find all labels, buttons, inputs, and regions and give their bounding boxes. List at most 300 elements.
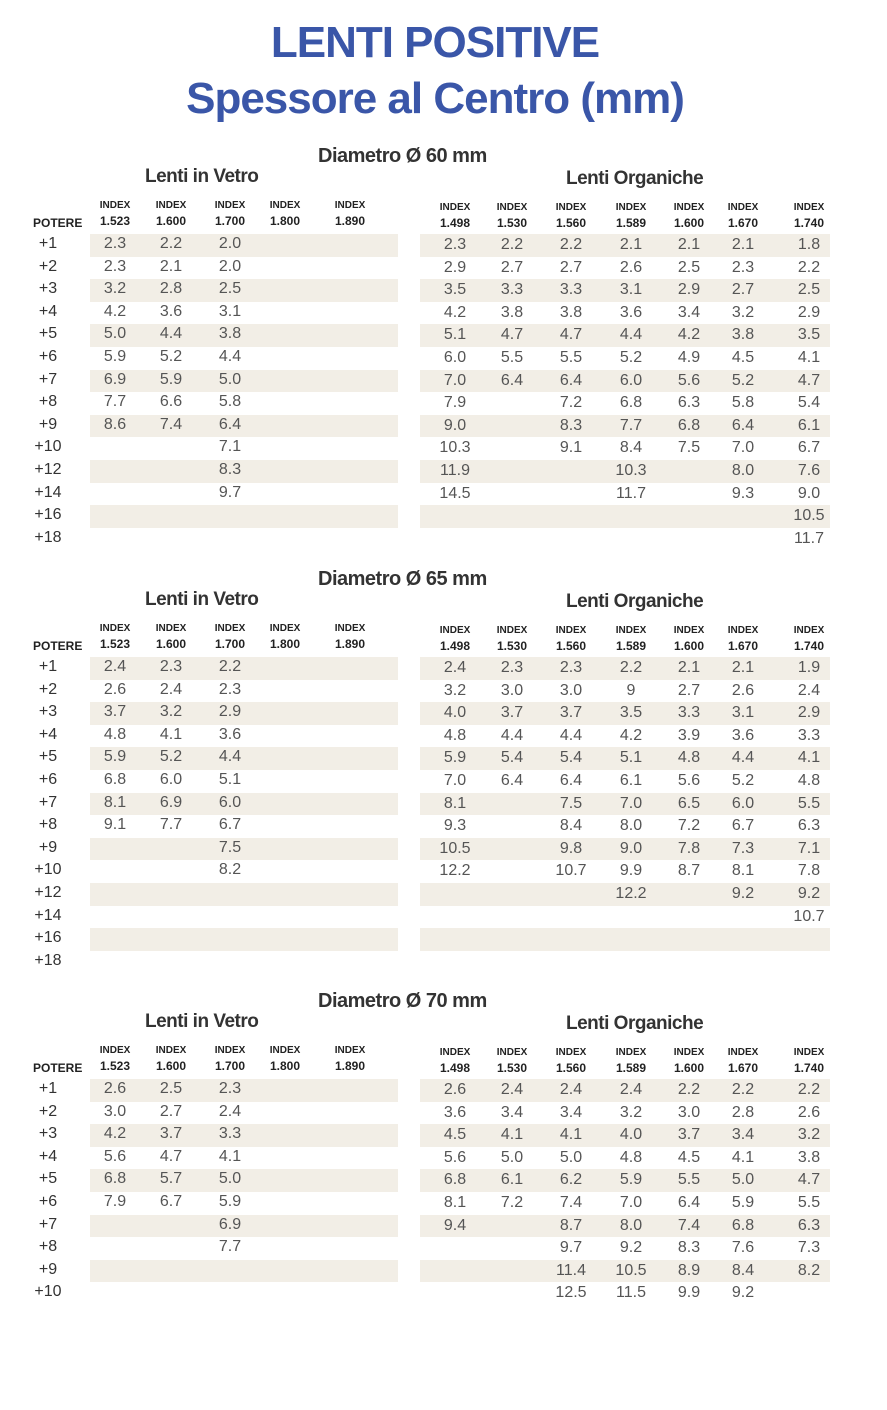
organiche-cell: 7.1 [797,839,821,857]
index-value: 1.600 [673,216,705,230]
organiche-cell: 8.3 [559,416,583,434]
organiche-cell: 6.1 [500,1171,524,1189]
index-label: INDEX [793,625,825,636]
organiche-cell: 2.2 [677,1081,701,1098]
row-stripe [420,928,830,951]
index-label: INDEX [673,625,705,636]
organiche-cell: 4.8 [619,1148,643,1166]
organiche-cell: 4.1 [731,1148,755,1166]
organiche-cell: 3.3 [500,281,524,299]
organiche-cell: 9.2 [619,1239,643,1257]
organiche-cell: 6.1 [619,772,643,789]
power-label: +14 [34,906,62,924]
index-label: INDEX [269,1045,301,1056]
vetro-cell: 3.6 [218,725,242,743]
index-label: INDEX [727,1047,759,1058]
organiche-cell: 3.4 [731,1126,755,1144]
vetro-cell: 5.7 [159,1170,183,1188]
organiche-index-header [718,1047,768,1077]
vetro-cell: 4.4 [218,748,242,766]
index-value: 1.530 [496,1061,528,1075]
potere-header: POTERE [33,216,83,230]
vetro-index-header [205,623,255,653]
index-label: INDEX [555,1047,587,1058]
organiche-cell: 5.5 [559,349,583,366]
organiche-cell: 6.0 [731,794,755,812]
index-label: INDEX [615,625,647,636]
vetro-cell: 2.3 [103,235,127,252]
organiche-index-header [784,202,834,232]
vetro-cell: 4.4 [218,348,242,365]
vetro-index-header [260,200,310,230]
index-label: INDEX [673,202,705,213]
organiche-cell: 3.0 [677,1103,701,1121]
vetro-cell: 3.6 [159,302,183,320]
organiche-cell: 9 [626,681,636,699]
index-value: 1.600 [673,639,705,653]
power-label: +1 [38,235,58,252]
vetro-index-header [90,200,140,230]
vetro-cell: 6.4 [218,415,242,433]
organiche-index-header [664,202,714,232]
organiche-cell: 7.9 [443,394,467,412]
vetro-cell: 2.3 [218,1080,242,1097]
organiche-cell: 7.0 [619,1194,643,1211]
organiche-cell: 6.8 [443,1171,467,1189]
organiche-cell: 7.3 [731,839,755,857]
organiche-index-header [718,202,768,232]
organiche-cell: 2.9 [797,303,821,321]
vetro-cell: 5.9 [103,348,127,365]
index-value: 1.523 [99,637,131,651]
organiche-cell: 11.9 [440,462,470,479]
power-label: +3 [38,703,58,721]
vetro-cell: 4.2 [103,302,127,320]
organiche-cell: 2.1 [731,236,755,253]
organiche-index-header [664,1047,714,1077]
organiche-cell: 9.0 [619,839,643,857]
vetro-heading: Lenti in Vetro [145,589,259,610]
organiche-cell: 4.5 [731,349,755,366]
index-value: 1.589 [615,639,647,653]
organiche-cell: 9.3 [443,817,467,835]
organiche-cell: 7.3 [797,1239,821,1257]
organiche-cell: 5.2 [619,349,643,366]
organiche-cell: 4.8 [797,772,821,789]
organiche-cell: 3.2 [443,681,467,699]
vetro-cell: 4.2 [103,1125,127,1143]
index-value: 1.498 [439,1061,471,1075]
vetro-cell: 2.4 [159,680,183,698]
organiche-cell: 4.4 [619,326,643,344]
organiche-index-header [487,1047,537,1077]
organiche-cell: 2.3 [559,659,583,676]
organiche-cell: 2.2 [619,659,643,676]
index-label: INDEX [727,625,759,636]
organiche-cell: 10.5 [439,839,471,857]
index-value: 1.498 [439,216,471,230]
power-label: +1 [38,1080,58,1097]
power-label: +4 [38,725,58,743]
index-label: INDEX [496,1047,528,1058]
organiche-cell: 11.7 [616,484,646,502]
row-stripe [90,1260,398,1283]
organiche-cell: 2.4 [443,659,467,676]
row-stripe [90,883,398,906]
organiche-cell: 6.3 [677,394,701,412]
vetro-cell: 2.6 [103,1080,127,1097]
organiche-cell: 2.4 [619,1081,643,1098]
power-label: +7 [38,370,58,388]
index-label: INDEX [673,1047,705,1058]
power-label: +8 [38,1238,58,1256]
index-label: INDEX [334,623,366,634]
power-label: +8 [38,393,58,411]
vetro-index-header [146,200,196,230]
organiche-cell: 11.7 [794,529,824,547]
organiche-cell: 6.2 [559,1171,583,1189]
vetro-cell: 5.9 [218,1193,242,1210]
organiche-cell: 7.2 [677,817,701,835]
organiche-cell: 2.5 [677,258,701,276]
organiche-cell: 4.1 [559,1126,583,1144]
organiche-cell: 10.3 [439,439,471,457]
power-label: +2 [38,1102,58,1120]
organiche-cell: 9.4 [443,1216,467,1234]
organiche-cell: 12.2 [439,862,471,880]
vetro-cell: 4.8 [103,725,127,743]
vetro-cell: 2.2 [218,658,242,675]
organiche-cell: 1.9 [797,659,821,676]
vetro-cell: 9.7 [218,483,242,501]
organiche-cell: 3.0 [500,681,524,699]
power-label: +16 [34,929,62,947]
vetro-cell: 2.0 [218,257,242,275]
organiche-cell: 2.1 [619,236,643,253]
organiche-cell: 2.3 [731,258,755,276]
organiche-cell: 5.1 [619,749,643,767]
vetro-cell: 3.1 [218,302,242,320]
index-value: 1.600 [155,1059,187,1073]
organiche-cell: 5.6 [443,1148,467,1166]
organiche-cell: 7.0 [619,794,643,812]
organiche-cell: 5.0 [559,1148,583,1166]
organiche-cell: 3.4 [677,303,701,321]
potere-header: POTERE [33,639,83,653]
organiche-cell: 4.7 [797,371,821,389]
index-label: INDEX [99,1045,131,1056]
index-value: 1.670 [727,639,759,653]
organiche-cell: 8.9 [677,1261,701,1279]
organiche-cell: 2.7 [731,281,755,299]
organiche-cell: 9.3 [731,484,755,502]
organiche-cell: 8.0 [619,817,643,835]
index-label: INDEX [615,202,647,213]
power-label: +5 [38,325,58,343]
organiche-cell: 2.2 [797,258,821,276]
organiche-cell: 2.4 [500,1081,524,1098]
organiche-cell: 1.8 [797,236,821,253]
organiche-cell: 5.5 [677,1171,701,1189]
vetro-cell: 3.7 [103,703,127,721]
organiche-cell: 9.9 [677,1284,701,1302]
organiche-index-header [430,202,480,232]
index-value: 1.670 [727,216,759,230]
organiche-cell: 6.7 [797,439,821,457]
organiche-cell: 4.9 [677,349,701,366]
organiche-cell: 3.6 [443,1103,467,1121]
organiche-cell: 3.2 [797,1126,821,1144]
index-label: INDEX [155,200,187,211]
index-label: INDEX [439,625,471,636]
organiche-cell: 2.8 [731,1103,755,1121]
vetro-cell: 7.1 [218,438,242,456]
vetro-cell: 2.1 [159,257,183,275]
organiche-cell: 10.5 [615,1261,647,1279]
power-label: +6 [38,1193,58,1210]
index-label: INDEX [793,202,825,213]
vetro-heading: Lenti in Vetro [145,1011,259,1032]
vetro-index-header [205,200,255,230]
vetro-index-header [325,623,375,653]
organiche-cell: 9.9 [619,862,643,880]
vetro-cell: 6.9 [159,793,183,811]
power-label: +4 [38,1147,58,1165]
organiche-cell: 11.4 [556,1261,586,1279]
organiche-cell: 5.4 [797,394,821,412]
organiche-index-header [487,625,537,655]
organiche-cell: 6.8 [677,416,701,434]
organiche-cell: 4.0 [619,1126,643,1144]
organiche-cell: 14.5 [439,484,471,502]
potere-header: POTERE [33,1061,83,1075]
organiche-cell: 7.0 [443,371,467,389]
organiche-cell: 3.3 [797,726,821,744]
vetro-cell: 3.0 [103,1102,127,1120]
vetro-index-header [325,200,375,230]
row-stripe [90,505,398,528]
power-label: +1 [38,658,58,675]
index-label: INDEX [793,1047,825,1058]
index-label: INDEX [99,623,131,634]
power-label: +9 [38,415,58,433]
organiche-cell: 2.6 [443,1081,467,1098]
vetro-cell: 2.4 [218,1102,242,1120]
page-subtitle: Spessore al Centro (mm) [186,74,684,123]
index-value: 1.800 [269,637,301,651]
power-label: +9 [38,838,58,856]
vetro-cell: 6.0 [218,793,242,811]
vetro-cell: 7.5 [218,838,242,856]
vetro-cell: 7.7 [103,393,127,411]
organiche-cell: 2.9 [677,281,701,299]
index-label: INDEX [496,202,528,213]
vetro-cell: 7.7 [159,816,183,834]
organiche-cell: 4.0 [443,704,467,722]
index-value: 1.800 [269,214,301,228]
organiche-cell: 2.9 [797,704,821,722]
organiche-cell: 6.1 [797,416,821,434]
organiche-cell: 7.2 [500,1194,524,1211]
organiche-cell: 6.4 [677,1194,701,1211]
organiche-cell: 7.5 [559,794,583,812]
organiche-cell: 3.3 [559,281,583,299]
organiche-cell: 7.5 [677,439,701,457]
table-section [0,568,887,988]
organiche-cell: 3.5 [797,326,821,344]
index-label: INDEX [439,202,471,213]
diameter-heading: Diametro Ø 65 mm [318,568,487,590]
organiche-cell: 6.0 [443,349,467,366]
organiche-cell: 5.2 [731,772,755,789]
index-value: 1.740 [793,216,825,230]
organiche-cell: 4.2 [677,326,701,344]
organiche-cell: 6.4 [500,772,524,789]
organiche-cell: 7.7 [619,416,643,434]
organiche-index-header [664,625,714,655]
index-label: INDEX [334,1045,366,1056]
vetro-cell: 5.0 [218,1170,242,1188]
organiche-cell: 5.9 [731,1194,755,1211]
organiche-cell: 6.7 [731,817,755,835]
organiche-cell: 8.0 [731,462,755,479]
organiche-cell: 3.5 [443,281,467,299]
row-stripe [420,505,830,528]
organiche-cell: 2.5 [797,281,821,299]
organiche-cell: 3.2 [731,303,755,321]
organiche-cell: 4.5 [677,1148,701,1166]
organiche-cell: 5.4 [500,749,524,767]
vetro-cell: 5.9 [159,370,183,388]
power-label: +12 [34,884,62,901]
organiche-cell: 2.2 [500,236,524,253]
organiche-cell: 2.1 [677,659,701,676]
vetro-cell: 5.2 [159,748,183,766]
organiche-cell: 8.4 [619,439,643,457]
index-label: INDEX [269,623,301,634]
organiche-cell: 3.0 [559,681,583,699]
index-value: 1.800 [269,1059,301,1073]
organiche-cell: 8.1 [731,862,755,880]
vetro-cell: 3.2 [159,703,183,721]
vetro-cell: 3.7 [159,1125,183,1143]
organiche-cell: 5.8 [731,394,755,412]
organiche-cell: 3.8 [797,1148,821,1166]
power-label: +10 [34,1283,62,1301]
organiche-cell: 8.7 [559,1216,583,1234]
power-label: +8 [38,816,58,834]
organiche-cell: 6.4 [559,371,583,389]
vetro-cell: 5.1 [218,771,242,788]
index-label: INDEX [727,202,759,213]
index-value: 1.890 [334,1059,366,1073]
vetro-cell: 3.2 [103,280,127,298]
organiche-cell: 9.2 [731,1284,755,1302]
index-value: 1.600 [673,1061,705,1075]
organiche-cell: 5.6 [677,772,701,789]
organiche-cell: 5.0 [731,1171,755,1189]
index-value: 1.560 [555,216,587,230]
organiche-index-header [606,1047,656,1077]
organiche-cell: 2.7 [559,258,583,276]
organiche-cell: 3.4 [559,1103,583,1121]
organiche-cell: 5.4 [559,749,583,767]
organiche-cell: 3.8 [559,303,583,321]
vetro-cell: 8.6 [103,415,127,433]
organiche-cell: 5.9 [443,749,467,767]
vetro-cell: 2.5 [159,1080,183,1097]
power-label: +7 [38,793,58,811]
organiche-cell: 12.5 [555,1284,587,1302]
organiche-cell: 11.5 [616,1284,646,1302]
index-value: 1.600 [155,214,187,228]
index-label: INDEX [214,1045,246,1056]
vetro-cell: 2.5 [218,280,242,298]
vetro-cell: 6.8 [103,1170,127,1188]
vetro-cell: 8.3 [218,461,242,478]
organiche-cell: 2.4 [559,1081,583,1098]
organiche-cell: 7.8 [677,839,701,857]
page-title: LENTI POSITIVE [270,18,600,67]
vetro-cell: 2.0 [218,235,242,252]
index-value: 1.740 [793,1061,825,1075]
organiche-cell: 6.0 [619,371,643,389]
organiche-cell: 4.4 [731,749,755,767]
index-label: INDEX [439,1047,471,1058]
vetro-cell: 6.7 [218,816,242,834]
organiche-cell: 2.2 [731,1081,755,1098]
organiche-cell: 3.6 [619,303,643,321]
organiche-cell: 3.1 [619,281,643,299]
diameter-heading: Diametro Ø 60 mm [318,145,487,167]
vetro-cell: 2.7 [159,1102,183,1120]
organiche-index-header [430,1047,480,1077]
organiche-cell: 7.6 [797,462,821,479]
power-label: +3 [38,1125,58,1143]
organiche-cell: 2.1 [731,659,755,676]
organiche-cell: 5.5 [797,1194,821,1211]
index-value: 1.498 [439,639,471,653]
organiche-cell: 7.6 [731,1239,755,1257]
vetro-cell: 5.2 [159,348,183,365]
power-label: +3 [38,280,58,298]
organiche-cell: 3.9 [677,726,701,744]
organiche-cell: 5.1 [443,326,467,344]
vetro-cell: 6.6 [159,393,183,411]
vetro-cell: 4.4 [159,325,183,343]
organiche-cell: 2.2 [559,236,583,253]
organiche-cell: 2.7 [500,258,524,276]
power-label: +10 [34,861,62,879]
organiche-cell: 7.4 [677,1216,701,1234]
power-label: +4 [38,302,58,320]
power-label: +14 [34,483,62,501]
organiche-heading: Lenti Organiche [566,591,704,612]
organiche-cell: 8.1 [443,794,467,812]
vetro-cell: 5.8 [218,393,242,411]
power-label: +6 [38,771,58,788]
vetro-cell: 4.7 [159,1147,183,1165]
vetro-cell: 2.3 [103,257,127,275]
organiche-cell: 3.1 [731,704,755,722]
organiche-cell: 3.6 [731,726,755,744]
organiche-cell: 4.8 [677,749,701,767]
organiche-cell: 9.8 [559,839,583,857]
index-label: INDEX [334,200,366,211]
organiche-index-header [430,625,480,655]
index-label: INDEX [99,200,131,211]
vetro-index-header [90,623,140,653]
